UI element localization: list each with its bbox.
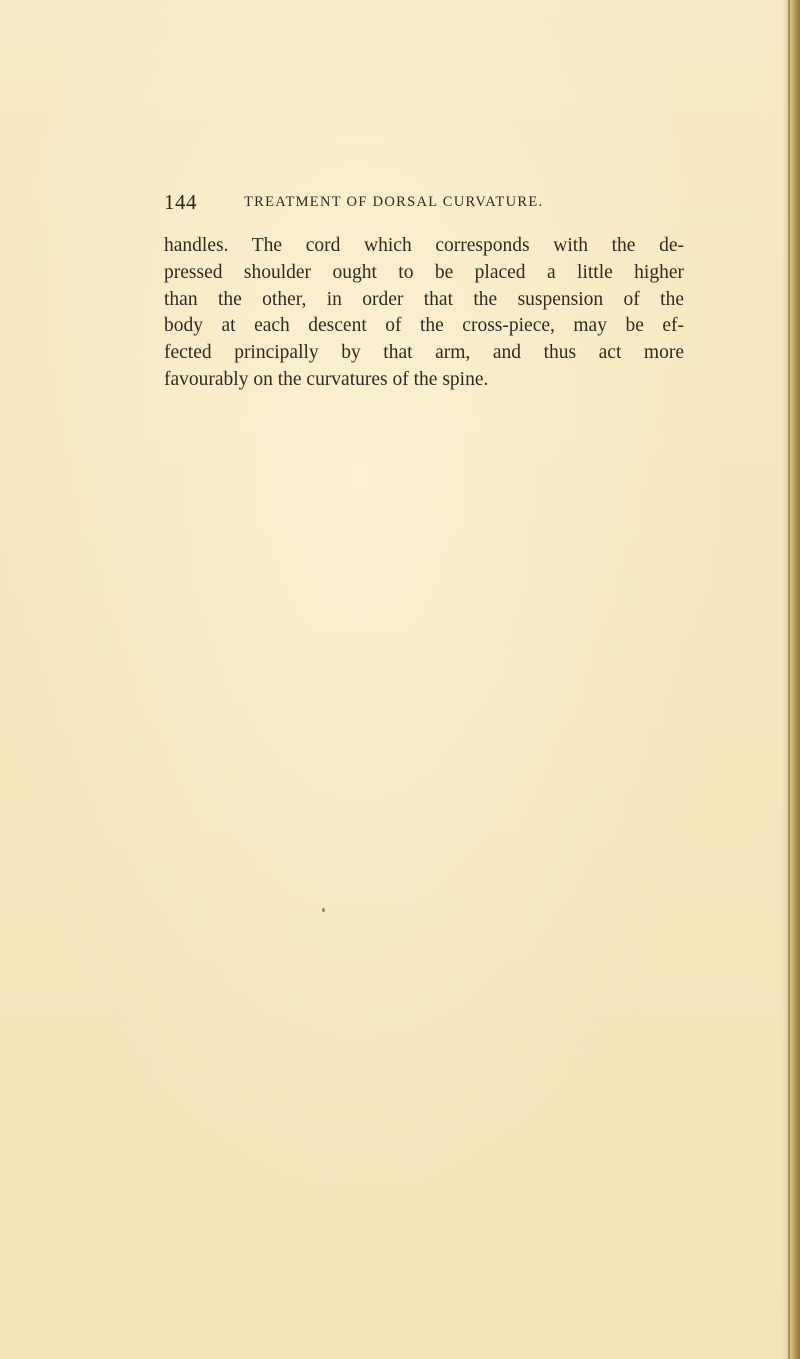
page-number: 144 [164,190,197,214]
text-line: handles. The cord which corresponds with the de- [164,235,684,256]
text-line: pressed shoulder ought to be placed a little higher [164,261,684,283]
running-head [164,190,616,220]
body-paragraph [164,233,684,394]
text-line: than the other, in order that the suspension of the [164,288,684,310]
running-head-title: TREATMENT OF DORSAL CURVATURE. [244,194,544,210]
page-edge-shadow [782,0,800,1359]
text-line: favourably on the curvatures of the spine. [164,368,489,390]
text-line: fected principally by that arm, and thus act more [164,342,684,364]
text-line: body at each descent of the cross-piece, may be ef- [164,315,684,337]
page-edge-line [788,0,790,1359]
paper-speck [322,908,325,912]
